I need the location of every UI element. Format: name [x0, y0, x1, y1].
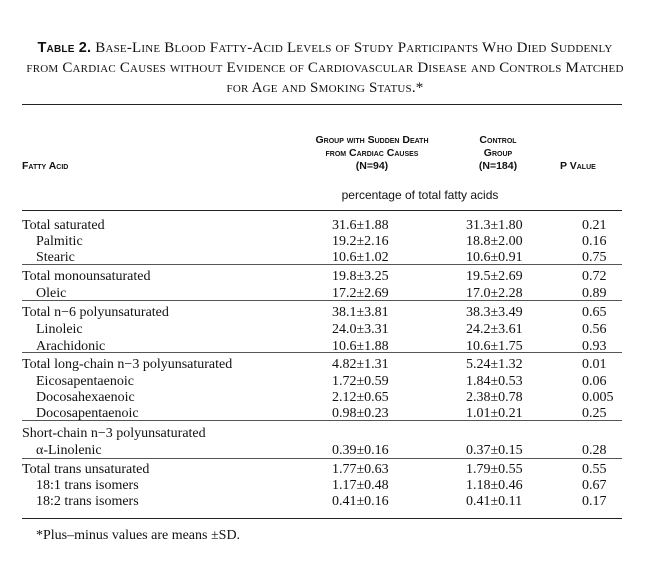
p-value: 0.72 [582, 269, 607, 284]
group-value: 10.6±1.88 [332, 339, 389, 354]
group-separator [22, 300, 622, 301]
control-value: 38.3±3.49 [466, 305, 523, 320]
p-value: 0.56 [582, 322, 607, 337]
group-value: 2.12±0.65 [332, 390, 389, 405]
group-value: 1.77±0.63 [332, 462, 389, 477]
table-title: Base-Line Blood Fatty-Acid Levels of Study Participants Who Died Suddenly from Cardiac Causes without Evidence of Cardiovascular Disease and Controls Matched for Age and Smoking Status.* [26, 40, 624, 96]
group-value: 1.72±0.59 [332, 374, 389, 389]
control-value: 17.0±2.28 [466, 286, 523, 301]
group-separator [22, 458, 622, 459]
row-label: Palmitic [36, 234, 83, 249]
group-value: 4.82±1.31 [332, 357, 389, 372]
table-row [22, 217, 622, 234]
control-value: 24.2±3.61 [466, 322, 523, 337]
p-value: 0.89 [582, 286, 607, 301]
p-value: 0.005 [582, 390, 614, 405]
control-value: 31.3±1.80 [466, 218, 523, 233]
col-header-fatty-acid: Fatty Acid [22, 160, 69, 172]
control-value: 18.8±2.00 [466, 234, 523, 249]
footnote: *Plus–minus values are means ±SD. [36, 528, 241, 543]
table-row [22, 477, 622, 494]
row-label: Total monounsaturated [22, 269, 151, 284]
p-value: 0.01 [582, 357, 607, 372]
row-label: Docosapentaenoic [36, 406, 139, 421]
group-value: 19.2±2.16 [332, 234, 389, 249]
table-row [22, 304, 622, 321]
group-value: 24.0±3.31 [332, 322, 389, 337]
p-value: 0.75 [582, 250, 607, 265]
table-row [22, 442, 622, 459]
p-value: 0.25 [582, 406, 607, 421]
control-value: 0.41±0.11 [466, 494, 523, 509]
table-row [22, 356, 622, 373]
group-value: 31.6±1.88 [332, 218, 389, 233]
p-value: 0.21 [582, 218, 607, 233]
table-row [22, 321, 622, 338]
row-label: Stearic [36, 250, 75, 265]
header-rule [22, 210, 622, 211]
row-label: Eicosapentaenoic [36, 374, 134, 389]
row-label: 18:1 trans isomers [36, 478, 139, 493]
control-value: 1.79±0.55 [466, 462, 523, 477]
bottom-rule [22, 518, 622, 519]
p-value: 0.93 [582, 339, 607, 354]
control-value: 5.24±1.32 [466, 357, 523, 372]
col-header-group: Group with Sudden Death from Cardiac Causes (N=94) [315, 134, 429, 172]
row-label: Total trans unsaturated [22, 462, 150, 477]
group-separator [22, 264, 622, 265]
control-value: 1.84±0.53 [466, 374, 523, 389]
top-rule [22, 104, 622, 105]
table-caption [20, 38, 630, 98]
table-label: Table 2. [37, 40, 92, 56]
col-header-control: Control Group (N=184) [478, 134, 518, 172]
table-row [22, 233, 622, 250]
group-value: 0.98±0.23 [332, 406, 389, 421]
row-label: Docosahexaenoic [36, 390, 135, 405]
group-separator [22, 420, 622, 421]
control-value: 2.38±0.78 [466, 390, 523, 405]
p-value: 0.65 [582, 305, 607, 320]
table-row [22, 268, 622, 285]
row-label: Short-chain n−3 polyunsaturated [22, 426, 206, 441]
group-value: 19.8±3.25 [332, 269, 389, 284]
group-value: 38.1±3.81 [332, 305, 389, 320]
control-value: 19.5±2.69 [466, 269, 523, 284]
p-value: 0.55 [582, 462, 607, 477]
table-row [22, 373, 622, 390]
group-separator [22, 352, 622, 353]
col-header-p-value: P Value [560, 160, 596, 172]
p-value: 0.16 [582, 234, 607, 249]
control-value: 10.6±1.75 [466, 339, 523, 354]
p-value: 0.67 [582, 478, 607, 493]
group-value: 0.41±0.16 [332, 494, 389, 509]
group-value: 10.6±1.02 [332, 250, 389, 265]
control-value: 1.18±0.46 [466, 478, 523, 493]
control-value: 10.6±0.91 [466, 250, 523, 265]
table-row [22, 389, 622, 406]
p-value: 0.17 [582, 494, 607, 509]
control-value: 0.37±0.15 [466, 443, 523, 458]
group-value: 17.2±2.69 [332, 286, 389, 301]
control-value: 1.01±0.21 [466, 406, 523, 421]
row-label: Total long-chain n−3 polyunsaturated [22, 357, 233, 372]
row-label: α-Linolenic [36, 443, 102, 458]
group-value: 0.39±0.16 [332, 443, 389, 458]
table-row [22, 493, 622, 510]
p-value: 0.06 [582, 374, 607, 389]
units-subheader: percentage of total fatty acids [341, 188, 499, 202]
table-row [22, 461, 622, 478]
group-value: 1.17±0.48 [332, 478, 389, 493]
p-value: 0.28 [582, 443, 607, 458]
row-label: Total saturated [22, 218, 105, 233]
row-label: 18:2 trans isomers [36, 494, 139, 509]
table-row [22, 425, 622, 442]
row-label: Linoleic [36, 322, 83, 337]
row-label: Total n−6 polyunsaturated [22, 305, 169, 320]
row-label: Arachidonic [36, 339, 106, 354]
row-label: Oleic [36, 286, 67, 301]
